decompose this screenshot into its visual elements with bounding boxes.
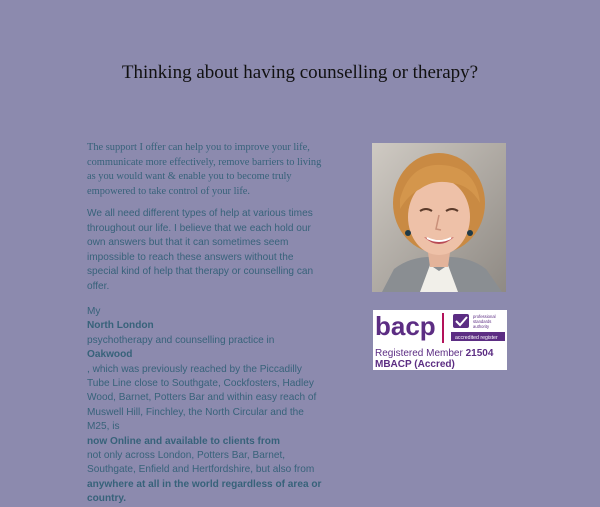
bacp-accreditation-badge	[373, 310, 507, 370]
bacp-logo: bacp	[375, 311, 436, 341]
intro-paragraph: The support I offer can help you to improve your life, communicate more effectively, remove barriers to living as you would want & enable you to become truly empowered to take control of your life.	[87, 142, 322, 197]
psa-line-3: authority	[473, 324, 490, 329]
therapist-portrait	[372, 143, 506, 292]
location-line: psychotherapy and counselling practice in	[87, 334, 275, 346]
page-title: Thinking about having counselling or therapy?	[121, 62, 479, 83]
location-line: My	[87, 306, 101, 317]
psa-line-2: standards	[473, 319, 492, 324]
worldwide-availability: anywhere at all in the world regardless of area or country.	[87, 478, 322, 505]
location-town: Oakwood	[87, 349, 133, 361]
bacp-badge-graphic	[373, 310, 507, 370]
mbacp-accred-text: MBACP (Accred)	[375, 359, 455, 370]
psa-line-1: professional	[473, 314, 496, 319]
location-line: , which was previously reached by the Piccadilly Tube Line close to Southgate, Cockfosters, Hadley Wood, Barnet, Potters Bar and within easy reach of Muswell Hill, Finchley, the North Circular and the M25, is	[87, 363, 317, 433]
member-number: 21504	[465, 348, 494, 359]
accredited-register-label: accredited register	[455, 335, 498, 341]
help-paragraph: We all need different types of help at various times throughout our life. I believe that we each hold our own answers but that it can sometimes seem impossible to reach these answers without the special kind of help that therapy or counselling can offer.	[87, 208, 314, 292]
location-area: North London	[87, 320, 154, 332]
online-availability: now Online and available to clients from	[87, 435, 280, 447]
check-mark-icon	[453, 314, 469, 328]
registered-member-prefix: Registered Member	[375, 348, 466, 359]
location-line: not only across London, Potters Bar, Barnet, Southgate, Enfield and Hertfordshire, but also from	[87, 450, 315, 476]
portrait-illustration	[372, 143, 506, 292]
location-paragraph	[87, 305, 327, 507]
registered-member-text	[375, 348, 494, 359]
